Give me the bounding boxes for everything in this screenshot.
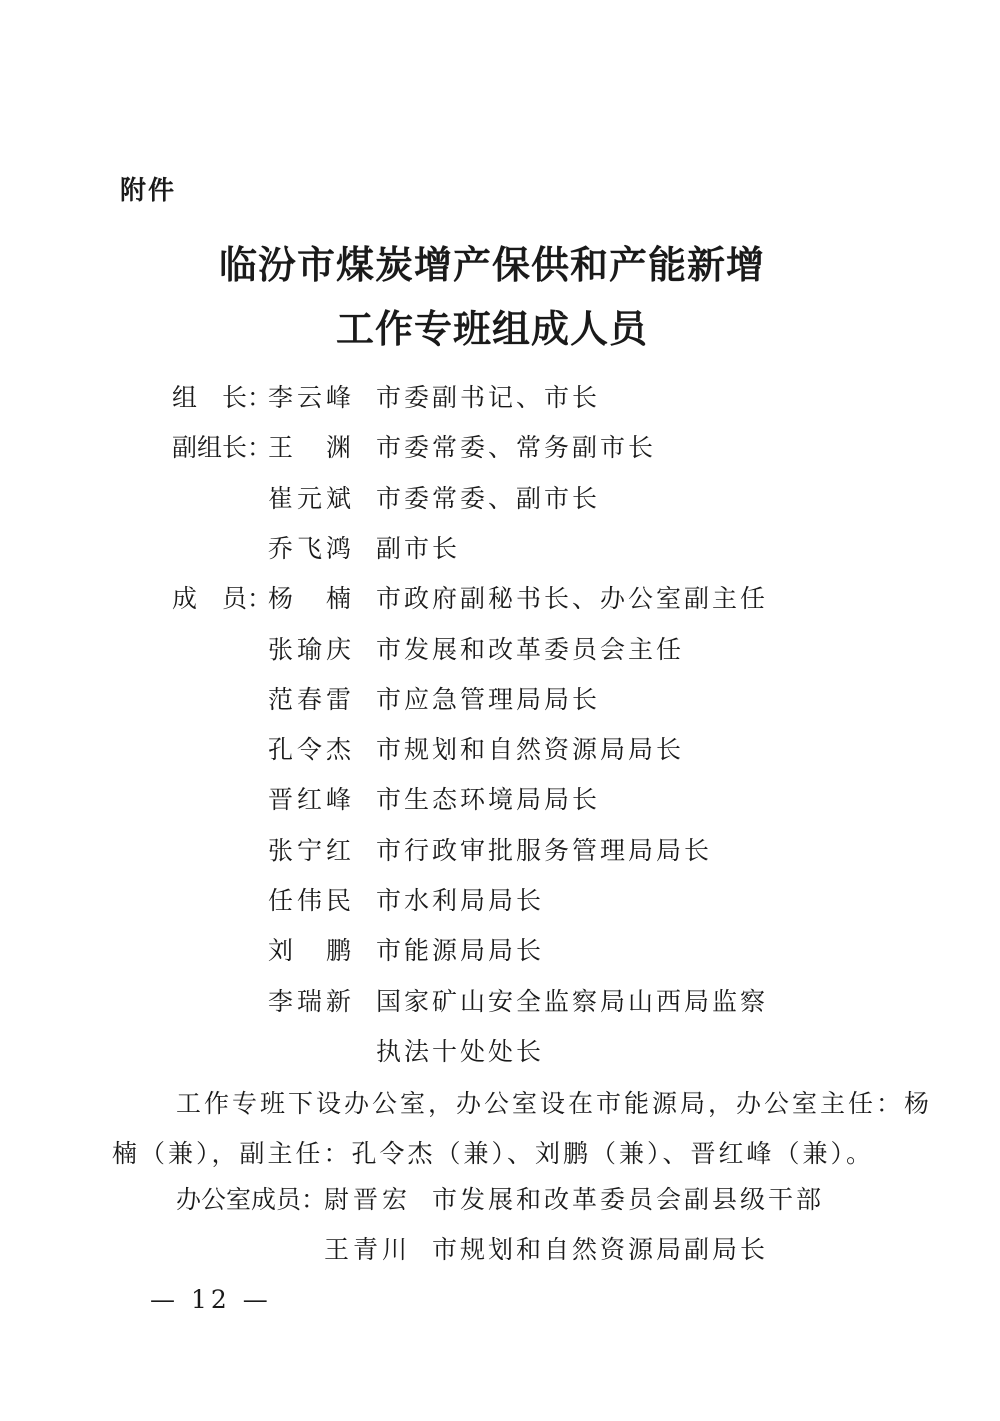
member-row <box>0 630 1000 670</box>
member-post: 市水利局局长 <box>376 886 545 915</box>
member-post: 市生态环境局局长 <box>376 785 601 815</box>
office-member-row <box>0 1230 1000 1270</box>
member-name: 崔元斌 <box>268 483 356 513</box>
member-post: 市应急管理局局长 <box>376 684 601 714</box>
office-member-row <box>0 1180 1000 1220</box>
member-row <box>0 931 1000 971</box>
office-member-name: 王青川 <box>324 1235 412 1264</box>
member-row <box>0 428 1000 468</box>
member-name: 杨 楠 <box>268 584 356 614</box>
member-row <box>0 1032 1000 1072</box>
member-role: 副组长： <box>172 433 273 463</box>
document-title-line1: 临汾市煤炭增产保供和产能新增 <box>218 243 765 287</box>
member-row <box>0 982 1000 1022</box>
member-row <box>0 680 1000 720</box>
member-role: 成 员： <box>172 584 273 614</box>
member-post: 执法十处处长 <box>376 1036 545 1066</box>
member-post: 市委副书记、市长 <box>376 383 601 412</box>
member-post: 市政府副秘书长、办公室副主任 <box>376 584 769 614</box>
member-post: 市委常委、副市长 <box>376 483 601 513</box>
member-row <box>0 579 1000 619</box>
member-name: 乔飞鸿 <box>268 533 356 563</box>
member-post: 国家矿山安全监察局山西局监察 <box>376 986 769 1016</box>
member-row <box>0 780 1000 820</box>
member-row <box>0 378 1000 418</box>
office-member-role: 办公室成员： <box>176 1185 327 1214</box>
member-post: 市行政审批服务管理局局长 <box>376 835 713 865</box>
member-post: 市委常委、常务副市长 <box>376 433 657 463</box>
attachment-label: 附件 <box>120 176 177 206</box>
office-member-post: 市规划和自然资源局副局长 <box>432 1235 769 1264</box>
member-row <box>0 730 1000 770</box>
member-post: 副市长 <box>376 533 461 563</box>
member-name: 张宁红 <box>268 835 356 865</box>
member-row <box>0 881 1000 921</box>
office-paragraph-line2: 楠（兼），副主任：孔令杰（兼）、刘鹏（兼）、晋红峰（兼）。 <box>112 1139 875 1168</box>
member-name: 王 渊 <box>268 433 356 463</box>
member-row <box>0 831 1000 871</box>
document-title-line2: 工作专班组成人员 <box>335 307 648 351</box>
member-name: 任伟民 <box>268 886 356 915</box>
member-name: 李云峰 <box>268 383 356 412</box>
member-name: 孔令杰 <box>268 735 356 765</box>
member-post: 市规划和自然资源局局长 <box>376 735 685 765</box>
member-name: 李瑞新 <box>268 986 356 1016</box>
member-row <box>0 479 1000 519</box>
office-paragraph-line1: 工作专班下设办公室，办公室设在市能源局，办公室主任：杨 <box>176 1089 933 1118</box>
member-post: 市发展和改革委员会主任 <box>376 634 685 664</box>
member-post: 市能源局局长 <box>376 936 545 966</box>
member-row <box>0 529 1000 569</box>
office-member-post: 市发展和改革委员会副县级干部 <box>432 1185 825 1214</box>
member-name: 刘 鹏 <box>268 936 356 966</box>
member-role: 组 长： <box>172 383 273 412</box>
office-member-name: 尉晋宏 <box>324 1185 412 1214</box>
page-number: — 12 — <box>150 1285 272 1314</box>
member-name: 张瑜庆 <box>268 634 356 664</box>
member-name: 晋红峰 <box>268 785 356 815</box>
member-name: 范春雷 <box>268 684 356 714</box>
